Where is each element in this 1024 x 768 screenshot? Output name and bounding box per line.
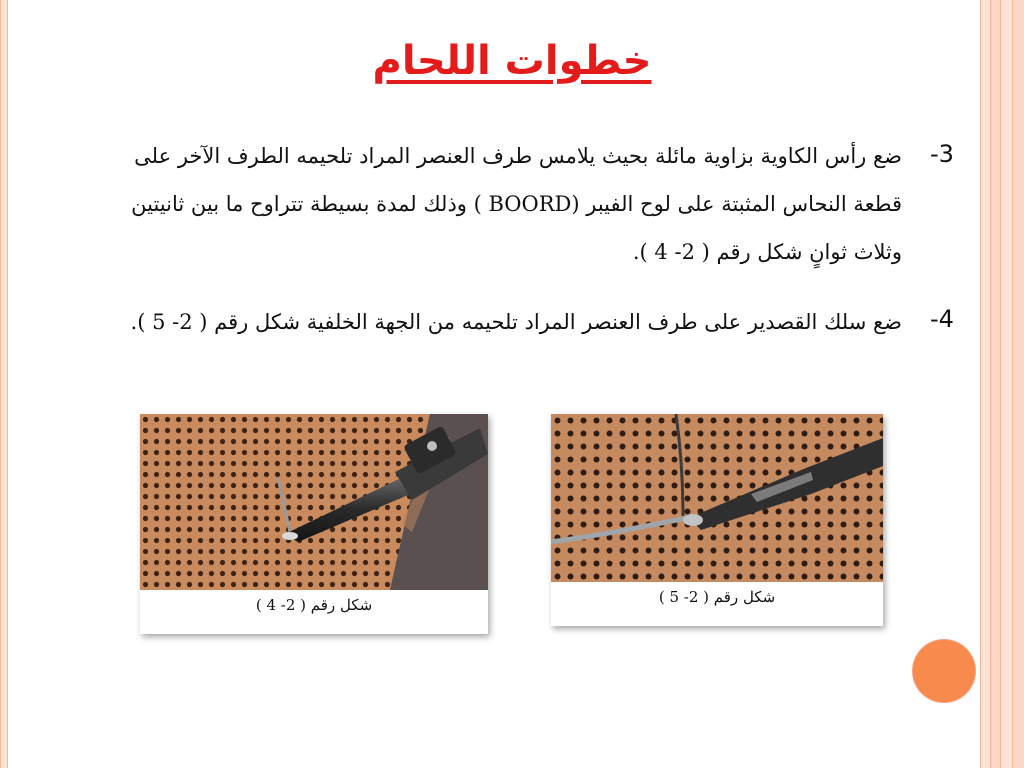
slide-title: خطوات اللحام xyxy=(372,38,652,84)
step-4-number: -4 xyxy=(930,305,954,333)
figure-5 xyxy=(551,414,883,626)
step-3-number: -3 xyxy=(930,140,954,168)
figure-4 xyxy=(140,414,488,634)
step-3-text: ضع رأس الكاوية بزاوية مائلة بحيث يلامس طرف العنصر المراد تلحيمه الطرف الآخر على قطعة النحاس المثبتة على لوح الفيبر (BOORD ) وذلك لمدة بسيطة تتراوح ما بين ثانيتين وثلاث ثوانٍ شكل رقم ( 2- 4 ). xyxy=(131,144,902,264)
soldering-photo-4 xyxy=(140,414,488,590)
figure-5-caption: شكل رقم ( 2- 5 ) xyxy=(658,588,776,606)
right-border-decoration xyxy=(978,0,1024,768)
figure-4-caption: شكل رقم ( 2- 4 ) xyxy=(255,596,373,614)
soldering-photo-5 xyxy=(551,414,883,582)
decorative-orange-circle xyxy=(913,640,975,702)
left-border-decoration xyxy=(0,0,10,768)
step-4-text: ضع سلك القصدير على طرف العنصر المراد تلحيمه من الجهة الخلفية شكل رقم ( 2- 5 ). xyxy=(130,310,902,334)
perfboard-iron-illustration xyxy=(140,414,488,590)
perfboard-solder-illustration xyxy=(551,414,883,582)
